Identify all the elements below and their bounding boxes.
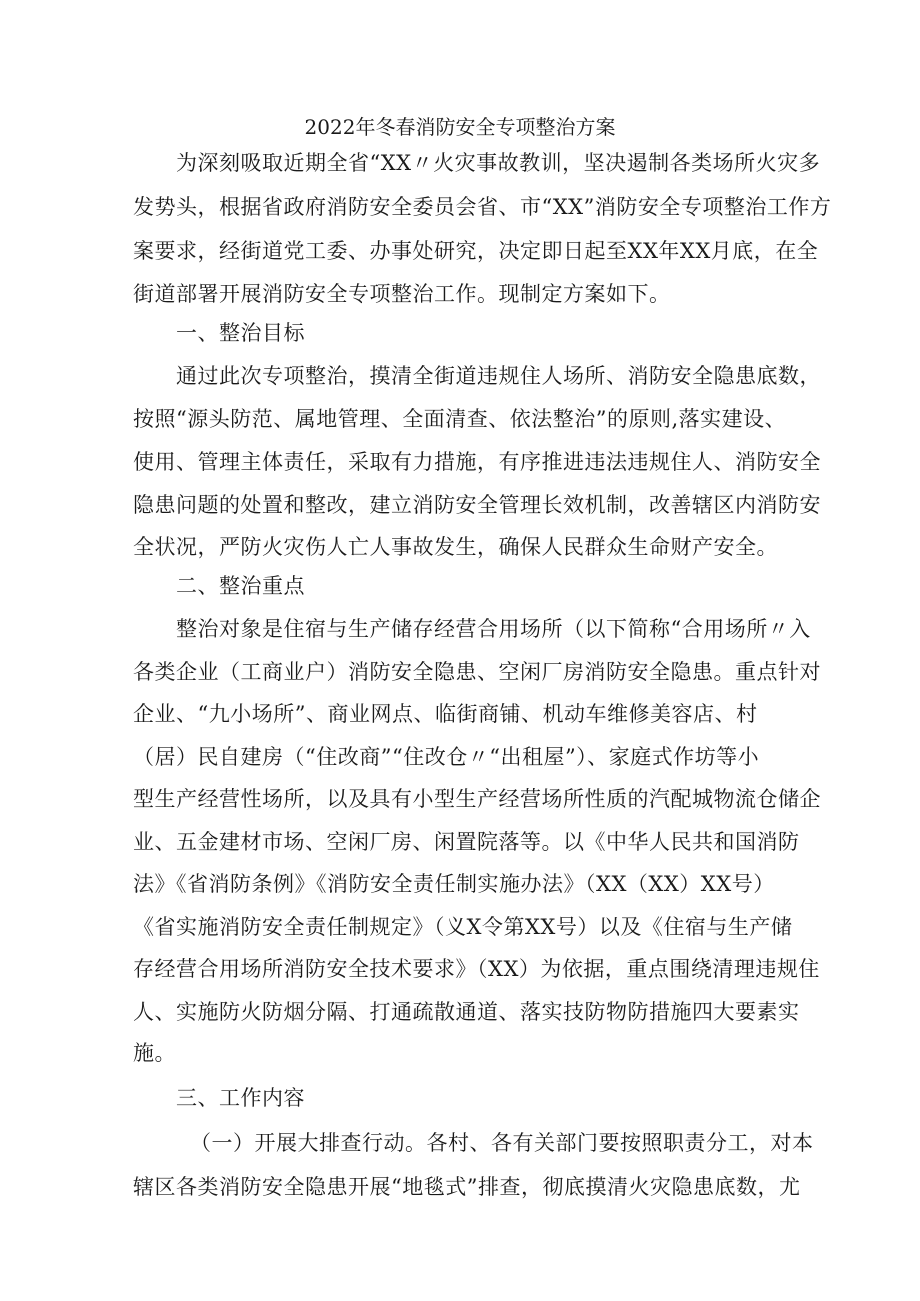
document-title: 2022年冬春消防安全专项整治方案 — [304, 115, 616, 139]
section-heading-1: 一、整治目标 — [176, 321, 305, 345]
section2-line: 法》《省消防条例》《消防安全责任制实施办法》（XX（XX）XX号） — [133, 872, 775, 896]
intro-line: 街道部署开展消防安全专项整治工作。现制定方案如下。 — [133, 282, 671, 306]
section3-line: （一）开展大排查行动。各村、各有关部门要按照职责分工，对本 — [190, 1131, 814, 1155]
section2-line: 《省实施消防安全责任制规定》（义X令第XX号）以及《住宿与生产储 — [133, 915, 793, 939]
section3-line: 辖区各类消防安全隐患开展“地毯式”排查，彻底摸清火灾隐患底数，尤 — [133, 1175, 801, 1199]
section1-line: 隐患问题的处置和整改，建立消防安全管理长效机制，改善辖区内消防安 — [133, 493, 821, 517]
section1-line: 按照“源头防范、属地管理、全面清查、依法整治”的原则,落实建设、 — [133, 407, 787, 431]
section-heading-2: 二、整治重点 — [176, 574, 305, 598]
section2-line: （居）民自建房（“住改商”“住改仓〃“出租屋”）、家庭式作坊等小 — [133, 745, 760, 769]
section2-line: 业、五金建材市场、空闲厂房、闲置院落等。以《中华人民共和国消防 — [133, 830, 800, 854]
intro-line: 发势头，根据省政府消防安全委员会省、市“XX”消防安全专项整治工作方 — [133, 195, 832, 219]
section2-line: 各类企业（工商业户）消防安全隐患、空闲厂房消防安全隐患。重点针对 — [133, 660, 821, 684]
section2-line: 人、实施防火防烟分隔、打通疏散通道、落实技防物防措施四大要素实 — [133, 1000, 800, 1024]
intro-line: 案要求，经街道党工委、办事处研究，决定即日起至XX年XX月底，在全 — [133, 239, 819, 263]
intro-line: 为深刻吸取近期全省“XX〃火灾事故教训，坚决遏制各类场所火灾多 — [176, 151, 821, 175]
section2-line: 施。 — [133, 1041, 176, 1065]
section2-line: 型生产经营性场所，以及具有小型生产经营场所性质的汽配城物流仓储企 — [133, 787, 821, 811]
section2-line: 存经营合用场所消防安全技术要求》（XX）为依据，重点围绕清理违规住 — [133, 957, 820, 981]
section1-line: 通过此次专项整治，摸清全街道违规住人场所、消防安全隐患底数， — [176, 364, 821, 388]
section-heading-3: 三、工作内容 — [176, 1086, 305, 1110]
section1-line: 使用、管理主体责任，采取有力措施，有序推进违法违规住人、消防安全 — [133, 450, 821, 474]
section2-line: 整治对象是住宿与生产储存经营合用场所（以下简称“合用场所〃入 — [176, 617, 811, 641]
section2-line: 企业、“九小场所”、商业网点、临街商铺、机动车维修美容店、村 — [133, 702, 758, 726]
section1-line: 全状况，严防火灾伤人亡人事故发生，确保人民群众生命财产安全。 — [133, 535, 778, 559]
